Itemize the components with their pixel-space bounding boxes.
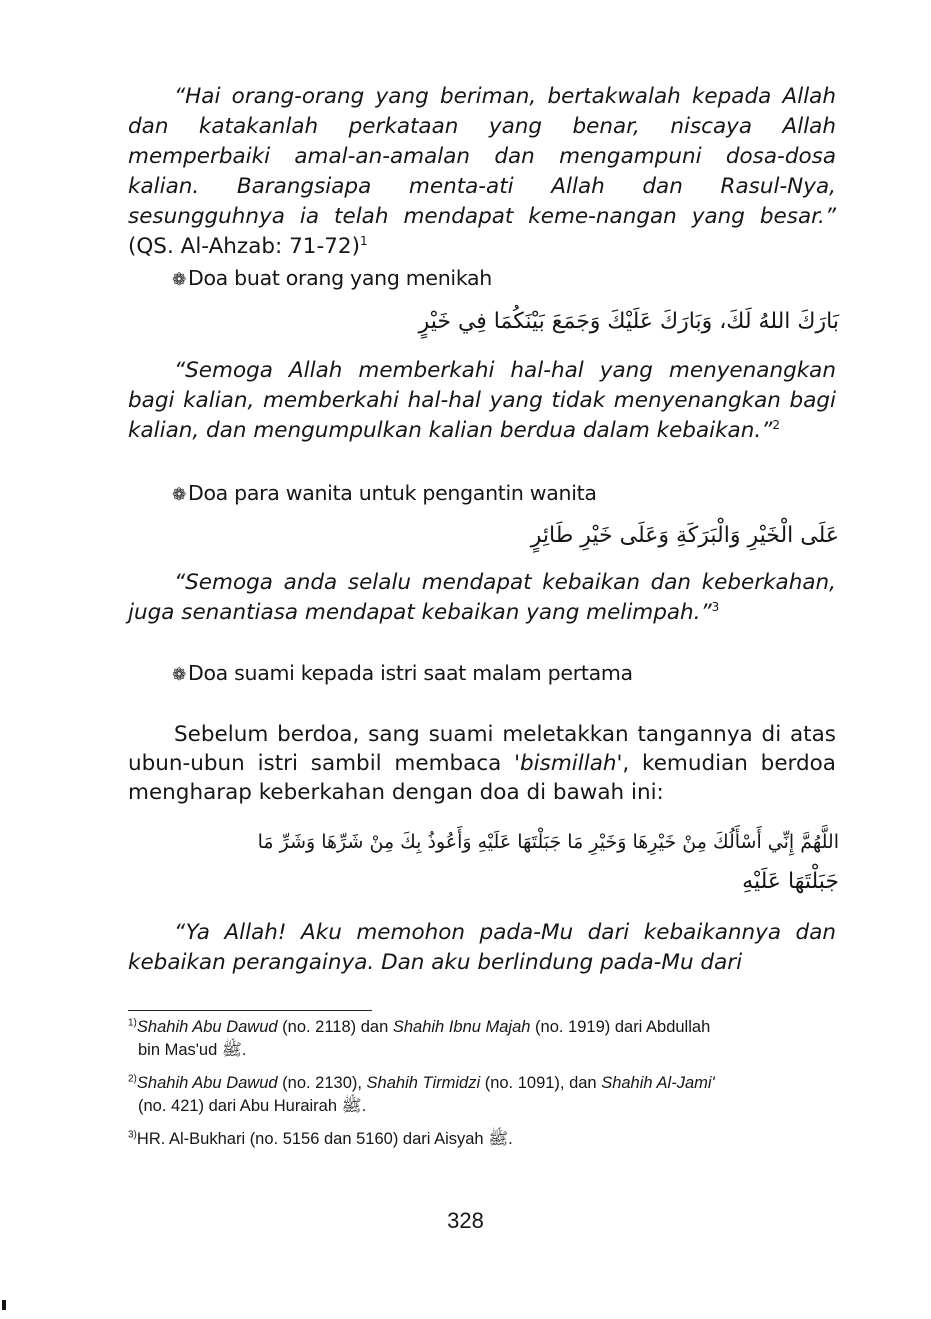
quote-text: “Hai orang-orang yang beriman, bertakwalah kepada Allah dan katakanlah perkataan yang benar, niscaya Allah memperbaiki amal-an-amalan dan mengampuni dosa-dosa kalian. Barangsiapa menta-ati Allah dan Rasul-Nya, sesungguhnya ia telah mendapat keme-nangan yang besar.” (QS. Al-Ahzab: 71-72)$^1$ <box>128 84 836 259</box>
arabic-prayer-3-line1: اللَّهُمَّ إِنِّي أَسْأَلُكَ مِنْ خَيْرِهَا وَخَيْرِ مَا جَبَلْتَهَا عَلَيْهِ وَأَعُوذُ بِكَ مِنْ شَرِّهَا وَشَرِّ مَا <box>257 831 839 853</box>
footnote-ref-2[interactable]: 2 <box>772 417 780 432</box>
section-heading-marriage-prayer: ❁Doa buat orang yang menikah <box>172 266 492 290</box>
translation-1: “Semoga Allah memberkahi hal-hal yang menyenangkan bagi kalian, memberkahi hal-hal yang tidak menyenangkan bagi kalian, dan mengumpulkan kalian berdua dalam kebaikan.”$^2$ <box>128 358 836 443</box>
arabic-prayer-3-line2: جَبَلْتَهَا عَلَيْهِ <box>742 869 839 894</box>
footnote-3: $^{3)}$HR. Al-Bukhari (no. 5156 dan 5160) dari Aisyah ﷺ. <box>128 1129 513 1148</box>
footnote-ref-3[interactable]: 3 <box>711 599 720 614</box>
page-number: 328 <box>447 1208 484 1233</box>
husband-intro: Sebelum berdoa, sang suami meletakkan tangannya di atas ubun-ubun istri sambil membaca 'bismillah', kemudian berdoa mengharap keberkahan dengan doa di bawah ini: <box>128 722 836 805</box>
footnote-2: $^{2)}$Shahih Abu Dawud (no. 2130), Shahih Tirmidzi (no. 1091), dan Shahih Al-Jami' (no. 421) dari Abu Hurairah ﷺ. <box>128 1073 715 1115</box>
arabic-prayer-2: عَلَى الْخَيْرِ وَالْبَرَكَةِ وَعَلَى خَيْرِ طَائِرٍ <box>530 523 839 548</box>
flower-ornament-icon: ❁ <box>172 485 186 505</box>
scan-edge-mark <box>2 1300 6 1310</box>
quran-quote <box>128 82 836 262</box>
translation-2: “Semoga anda selalu mendapat kebaikan dan keberkahan, juga senantiasa mendapat kebaikan yang melimpah.”$^3$ <box>128 570 836 625</box>
flower-ornament-icon: ❁ <box>172 270 186 290</box>
footnote-1: $^{1)}$Shahih Abu Dawud (no. 2118) dan Shahih Ibnu Majah (no. 1919) dari Abdullah bin Mas'ud ﷺ. <box>128 1017 711 1059</box>
arabic-prayer-1: بَارَكَ اللهُ لَكَ، وَبَارَكَ عَلَيْكَ وَجَمَعَ بَيْنَكُمَا فِي خَيْرٍ <box>418 309 839 334</box>
translation-3: “Ya Allah! Aku memohon pada-Mu dari kebaikannya dan kebaikan perangainya. Dan aku berlindung pada-Mu dari <box>128 920 836 975</box>
footnote-ref-1[interactable]: 1 <box>359 233 368 248</box>
section-heading-husband-prayer: ❁Doa suami kepada istri saat malam pertama <box>172 661 633 685</box>
footnote-divider <box>128 1010 372 1011</box>
flower-ornament-icon: ❁ <box>172 665 186 685</box>
section-heading-women-prayer: ❁Doa para wanita untuk pengantin wanita <box>172 481 597 505</box>
